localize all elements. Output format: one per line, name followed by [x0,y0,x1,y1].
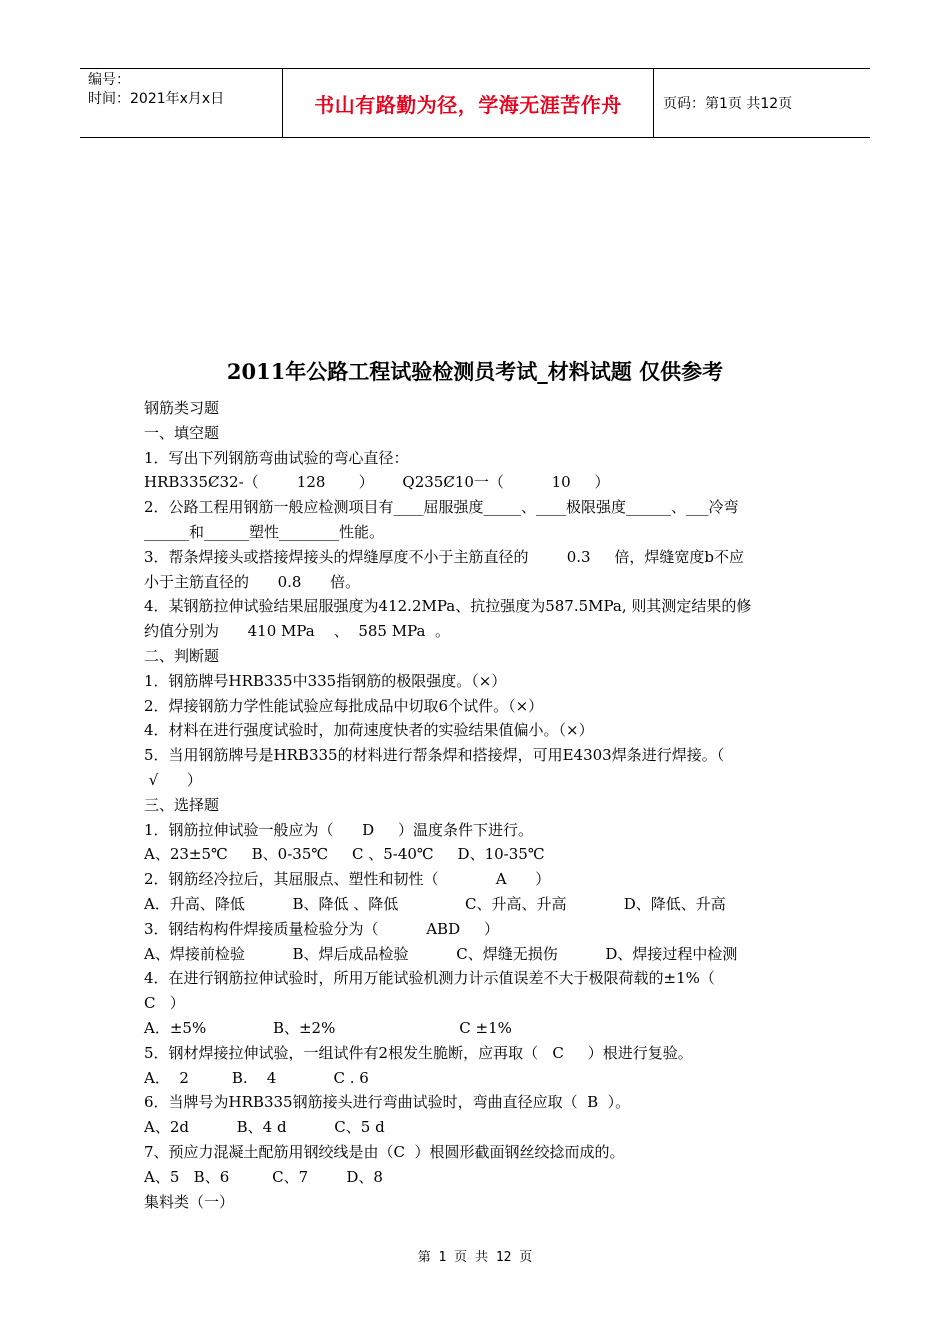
text-line: HRB335Ȼ32-（ 128 ） Q235Ȼ10一（ 10 ） [144,473,610,492]
text-line: 小于主筋直径的 0.8 倍。 [144,572,361,591]
header-page-cell [654,69,870,137]
code-label: 编号： [88,72,130,88]
text-line: 2．焊接钢筋力学性能试验应每批成品中切取6个试件。（×） [144,696,544,715]
text-line: 1．写出下列钢筋弯曲试验的弯心直径： [144,448,409,467]
page-footer: 第 1 页 共 12 页 [417,1250,533,1265]
text-line: C ） [144,994,185,1013]
text-line: 3．帮条焊接头或搭接焊接头的焊缝厚度不小于主筋直径的 0.3 倍，焊缝宽度b不应 [144,547,744,566]
text-line: A．升高、降低 B、降低 、降低 C、升高、升高 D、降低、升高 [144,894,726,913]
text-line: 4．某钢筋拉伸试验结果屈服强度为412.2MPa、抗拉强度为587.5MPa, 则其测定结果的修 [144,597,752,616]
document-body [144,396,814,1214]
text-line: 5．钢材焊接拉伸试验，一组试件有2根发生脆断，应再取（ C ）根进行复验。 [144,1043,693,1062]
text-line: 2．公路工程用钢筋一般应检测项目有____屈服强度_____、____极限强度______、___冷弯 [144,498,739,517]
text-line: 6．当牌号为HRB335钢筋接头进行弯曲试验时，弯曲直径应取（ B ）。 [144,1093,631,1112]
header-motto-cell [282,69,654,137]
text-line: √ ） [144,770,202,789]
motto-text: 书山有路勤为径，学海无涯苦作舟 [314,92,622,117]
date-label: 时间：2021年x月x日 [88,91,225,107]
text-line: 三、选择题 [144,795,220,814]
text-line: 4．在进行钢筋拉伸试验时，所用万能试验机测力计示值误差不大于极限荷载的±1%（ [144,969,715,988]
text-line: 1．钢筋拉伸试验一般应为（ D ）温度条件下进行。 [144,820,534,839]
text-line: A、2d B、4 d C、5 d [144,1118,385,1137]
text-line: A． 2 B. 4 C . 6 [144,1068,369,1087]
text-line: A、23±5℃ B、0-35℃ C 、5-40℃ D、10-35℃ [144,845,545,864]
text-line: A、5 B、6 C、7 D、8 [144,1167,383,1186]
text-line: 2．钢筋经冷拉后，其屈服点、塑性和韧性（ A ） [144,870,551,889]
text-line: A．±5% B、±2% C ±1% [144,1018,512,1037]
page-info: 页码：第1页 共12页 [663,96,793,112]
text-line: ______和______塑性________性能。 [144,522,385,541]
text-line: 5．当用钢筋牌号是HRB335的材料进行帮条焊和搭接焊，可用E4303焊条进行焊接。（ [144,746,725,765]
text-line: A、焊接前检验 B、焊后成品检验 C、焊缝无损伤 D、焊接过程中检测 [144,944,738,963]
text-line: 4．材料在进行强度试验时，加荷速度快者的实验结果值偏小。（×） [144,721,594,740]
text-line: 钢筋类习题 [144,399,220,417]
header-table [80,68,870,138]
text-line: 1．钢筋牌号HRB335中335指钢筋的极限强度。（×） [144,671,507,690]
text-line: 3．钢结构构件焊接质量检验分为（ ABD ） [144,919,499,938]
text-line: 7、预应力混凝土配筋用钢绞线是由（C ）根圆形截面钢丝绞捻而成的。 [144,1142,625,1161]
header-left-cell [80,69,282,137]
page-title: 2011年公路工程试验检测员考试_材料试题 仅供参考 [226,359,724,384]
text-line: 二、判断题 [144,646,220,665]
text-line: 约值分别为 410 MPa 、 585 MPa 。 [144,622,450,641]
text-line: 一、填空题 [144,423,220,442]
text-line: 集料类（一） [144,1192,235,1211]
